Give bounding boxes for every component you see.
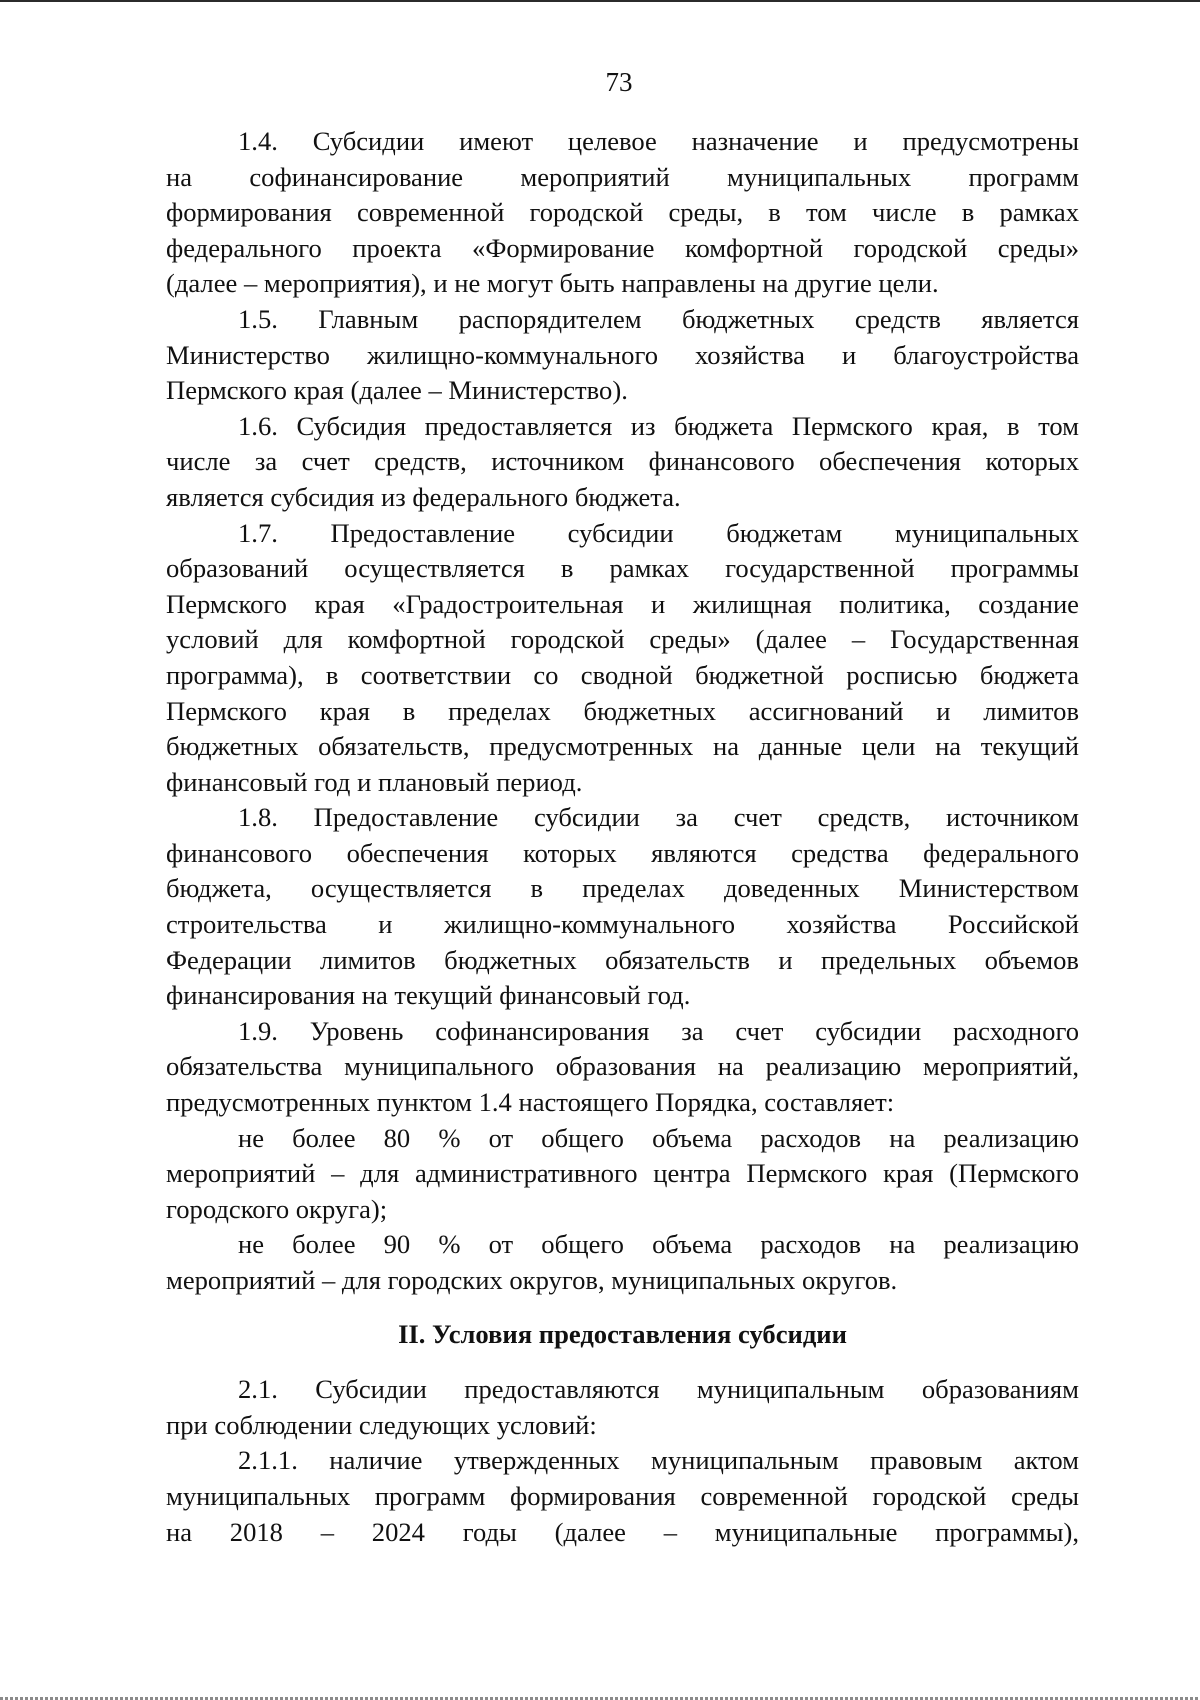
text-line: Пермского края «Градостроительная и жилищная политика, создание bbox=[166, 588, 1079, 619]
text-line: программа), в соответствии со сводной бюджетной росписью бюджета bbox=[166, 659, 1079, 690]
paragraph-p-1-4 bbox=[166, 124, 1079, 302]
text-line: Пермского края в пределах бюджетных ассигнований и лимитов bbox=[166, 695, 1079, 726]
text-line: финансирования на текущий финансовый год. bbox=[166, 980, 691, 1011]
section-heading: II. Условия предоставления субсидии bbox=[398, 1318, 847, 1349]
text-line: 1.4. Субсидии имеют целевое назначение и предусмотрены bbox=[238, 126, 1079, 156]
text-line: бюджета, осуществляется в пределах доведенных Министерством bbox=[166, 873, 1079, 904]
text-line: (далее – мероприятия), и не могут быть направлены на другие цели. bbox=[166, 268, 939, 299]
paragraph-p-1-6 bbox=[166, 409, 1079, 516]
text-line: на софинансирование мероприятий муниципальных программ bbox=[166, 161, 1079, 192]
text-line: на 2018 – 2024 годы (далее – муниципальные программы), bbox=[166, 1516, 1079, 1547]
text-line: формирования современной городской среды, в том числе в рамках bbox=[166, 197, 1079, 228]
text-line: образований осуществляется в рамках государственной программы bbox=[166, 553, 1079, 584]
text-line: бюджетных обязательств, предусмотренных на данные цели на текущий bbox=[166, 731, 1079, 762]
text-line: не более 90 % от общего объема расходов на реализацию bbox=[238, 1229, 1079, 1260]
paragraph-p-1-9-a bbox=[166, 1121, 1079, 1228]
text-line: мероприятий – для административного центра Пермского края (Пермского bbox=[166, 1158, 1079, 1189]
text-line: Пермского края (далее – Министерство). bbox=[166, 375, 628, 406]
page-number: 73 bbox=[605, 67, 633, 97]
text-line: условий для комфортной городской среды» (далее – Государственная bbox=[166, 624, 1079, 655]
text-line: предусмотренных пунктом 1.4 настоящего Порядка, составляет: bbox=[166, 1087, 895, 1118]
text-line: муниципальных программ формирования современной городской среды bbox=[166, 1480, 1079, 1511]
text-line: является субсидия из федерального бюджета. bbox=[166, 481, 681, 512]
text-line: 2.1.1. наличие утвержденных муниципальным правовым актом bbox=[238, 1445, 1079, 1476]
paragraphs-section-1 bbox=[166, 124, 1079, 1299]
text-line: 1.6. Субсидия предоставляется из бюджета Пермского края, в том bbox=[238, 410, 1079, 441]
text-line: мероприятий – для городских округов, муниципальных округов. bbox=[166, 1265, 898, 1295]
text-line: обязательства муниципального образования на реализацию мероприятий, bbox=[166, 1051, 1079, 1082]
text-line: 1.9. Уровень софинансирования за счет субсидии расходного bbox=[238, 1015, 1079, 1046]
paragraph-p-1-9 bbox=[166, 1014, 1079, 1121]
paragraph-p-1-5 bbox=[166, 302, 1079, 409]
scan-edge-top bbox=[0, 0, 1200, 2]
text-line: 1.5. Главным распорядителем бюджетных средств является bbox=[238, 303, 1079, 334]
text-line: не более 80 % от общего объема расходов на реализацию bbox=[238, 1122, 1079, 1153]
paragraph-p-1-8 bbox=[166, 800, 1079, 1014]
text-line: Федерации лимитов бюджетных обязательств и предельных объемов bbox=[166, 944, 1079, 975]
paragraph-p-1-7 bbox=[166, 516, 1079, 801]
text-line: Министерство жилищно-коммунального хозяйства и благоустройства bbox=[166, 339, 1079, 370]
text-line: 1.7. Предоставление субсидии бюджетам муниципальных bbox=[238, 517, 1079, 548]
text-line: федерального проекта «Формирование комфортной городской среды» bbox=[166, 232, 1079, 263]
text-line: числе за счет средств, источником финансового обеспечения которых bbox=[166, 446, 1079, 477]
paragraph-p-1-9-b bbox=[166, 1227, 1079, 1298]
text-line: финансовый год и плановый период. bbox=[166, 766, 583, 797]
text-line: при соблюдении следующих условий: bbox=[166, 1409, 597, 1440]
paragraphs-section-2 bbox=[166, 1372, 1079, 1550]
text-line: финансового обеспечения которых являются средства федерального bbox=[166, 837, 1079, 868]
text-line: строительства и жилищно-коммунального хозяйства Российской bbox=[166, 909, 1079, 940]
document-body bbox=[166, 124, 1079, 1550]
paragraph-p-2-1 bbox=[166, 1372, 1079, 1443]
paragraph-p-2-1-1 bbox=[166, 1443, 1079, 1550]
text-line: 1.8. Предоставление субсидии за счет средств, источником bbox=[238, 802, 1079, 833]
text-line: 2.1. Субсидии предоставляются муниципальным образованиям bbox=[238, 1374, 1079, 1405]
text-line: городского округа); bbox=[166, 1193, 388, 1224]
